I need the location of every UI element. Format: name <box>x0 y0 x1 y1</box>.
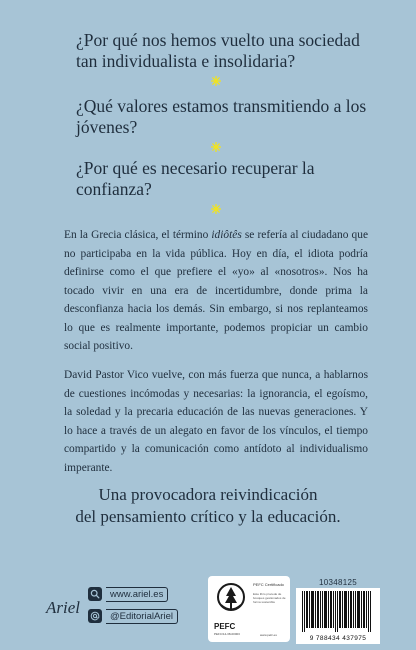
star-icon <box>211 76 221 86</box>
publisher-logo: Ariel <box>46 598 80 617</box>
search-icon <box>88 587 102 601</box>
product-code: 10348125 <box>319 578 357 587</box>
tagline-line-2: del pensamiento crítico y la educación. <box>75 507 341 526</box>
tagline-line-1: Una provocadora reivindicación <box>98 485 318 504</box>
greek-term: idiôtês <box>211 229 242 241</box>
synopsis-text-start: En la Grecia clásica, el término <box>64 229 212 241</box>
website-link[interactable] <box>88 585 178 603</box>
synopsis-text-end: se refería al ciudadano que no participaba en la vida pública. Hoy en día, el idiota podría definirse como el que prefiere el «yo» al «nosotros». Nos ha tocado vivir en una era de incertidumbre, donde prima la desconfianza hacia los demás. Sin embargo, si nos replanteamos lo que es realmente importante, podemos propiciar un cambio social positivo. <box>64 229 368 352</box>
pefc-certified-label: PEFC Certificado <box>253 582 284 587</box>
synopsis-paragraph-1 <box>64 226 368 356</box>
pefc-logo-icon <box>216 582 246 620</box>
question-3: ¿Por qué es necesario recuperar la confianza? <box>76 158 315 199</box>
star-icon <box>211 142 221 152</box>
pefc-url: www.pefc.es <box>260 633 277 637</box>
pefc-name: PEFC <box>214 622 236 631</box>
synopsis-paragraph-2: David Pastor Vico vuelve, con más fuerza que nunca, a hablarnos de cuestiones incómodas y necesarias: la ignorancia, el egoísmo, la soledad y la precaria educación de las nuevas generaciones. Y lo hace a través de un alegato en favor de los vínculos, el tiempo compartido y la comunicación como antídoto al individualismo imperante. <box>64 369 368 474</box>
pefc-note: Este libro procede de bosques gestionados de forma sostenible <box>253 592 286 604</box>
social-handle-text: @EditorialAriel <box>106 609 178 624</box>
pefc-certification-box <box>208 576 290 642</box>
social-handle-link[interactable] <box>88 607 178 625</box>
isbn-barcode <box>296 588 380 644</box>
tagline <box>40 484 376 528</box>
isbn-number: 9 788434 437975 <box>309 635 367 642</box>
question-2: ¿Qué valores estamos transmitiendo a los jóvenes? <box>76 96 367 137</box>
publisher-contacts <box>88 585 178 629</box>
pefc-id: PEFC/14-38-00003 <box>214 632 240 636</box>
star-icon <box>211 204 221 214</box>
website-text: www.ariel.es <box>106 587 168 602</box>
at-icon <box>88 609 102 623</box>
barcode-icon <box>296 588 380 634</box>
question-1: ¿Por qué nos hemos vuelto una sociedad tan individualista e insolidaria? <box>76 30 360 71</box>
